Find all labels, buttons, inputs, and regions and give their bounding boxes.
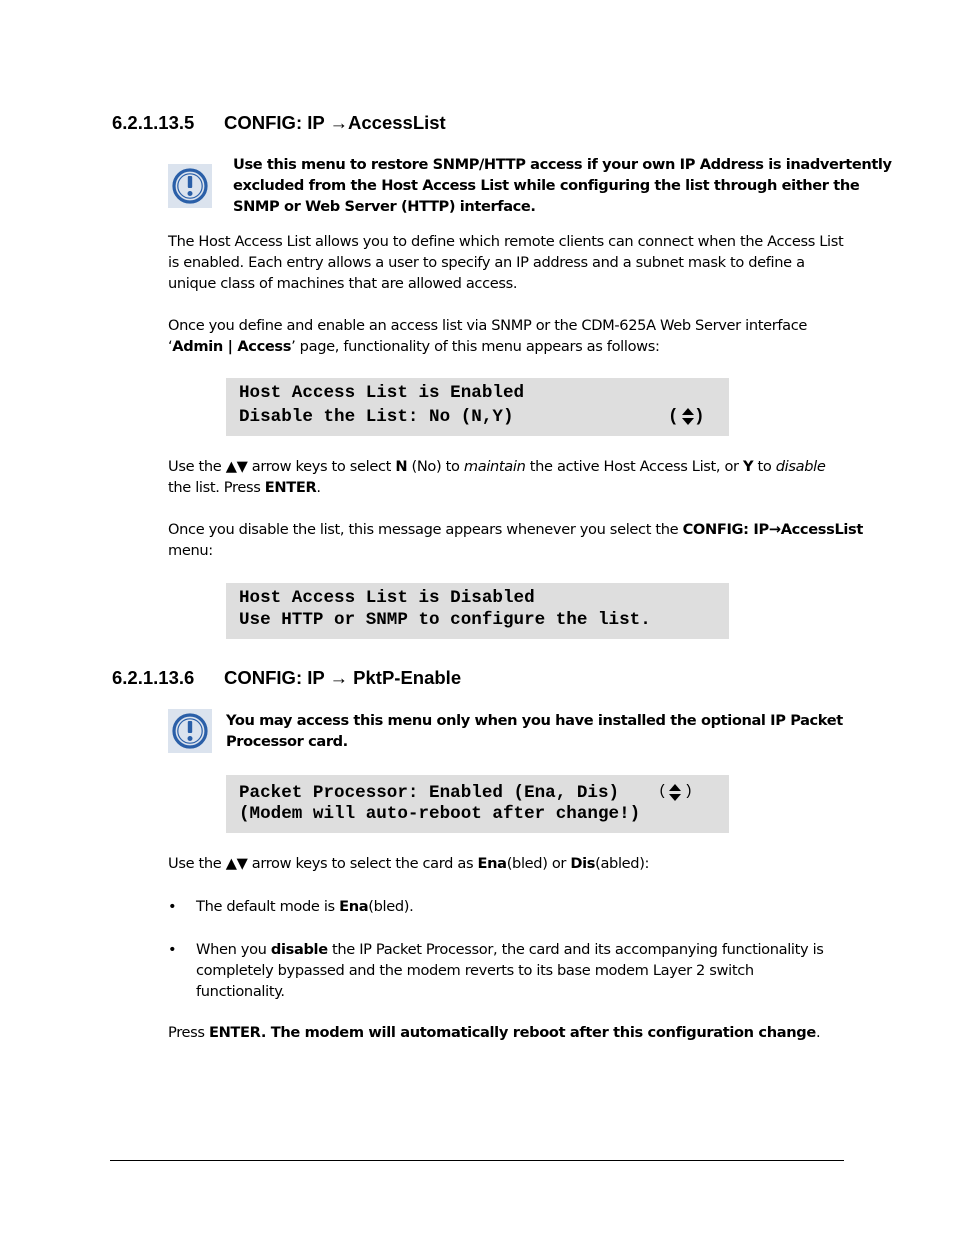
up-down-arrow-icon <box>681 407 695 427</box>
text-span: The default mode is <box>196 898 340 915</box>
text-span: ‘ <box>168 338 173 355</box>
text-italic: maintain <box>463 458 526 475</box>
text-line <box>196 939 836 960</box>
bullet-marker: • <box>168 898 177 915</box>
bullet-text <box>196 939 836 1002</box>
lcd-paren: ( <box>668 407 679 427</box>
lcd-row: Use HTTP or SNMP to configure the list. <box>239 610 651 630</box>
option-ena: Ena <box>477 855 507 872</box>
text-span: the IP Packet Processor, the card and its accompanying functionality is <box>327 941 824 958</box>
lcd-row: Host Access List is Disabled <box>239 588 535 608</box>
section-number: 6.2.1.13.5 <box>112 112 195 133</box>
text-span: the list. Press <box>168 479 265 496</box>
section-heading-accesslist <box>112 112 446 134</box>
text-line: unique class of machines that are allowed access. <box>168 275 518 292</box>
notice-icon <box>168 709 212 753</box>
option-ena: Ena <box>339 898 369 915</box>
key-y: Y <box>743 458 754 475</box>
lcd-paren: ) <box>684 783 694 800</box>
lcd-row: Host Access List is Enabled <box>239 383 525 403</box>
text-bold: disable <box>270 941 328 958</box>
notice-line: excluded from the Host Access List while configuring the list through either the <box>233 177 860 194</box>
text-line: completely bypassed and the modem reverts to its base modem Layer 2 switch <box>196 962 754 979</box>
lcd-arrow-group <box>684 783 693 800</box>
key-n: N <box>395 458 408 475</box>
paragraph-disable-message <box>168 519 863 561</box>
text-line <box>168 853 649 874</box>
lcd-row: (Modem will auto-reboot after change!) <box>239 804 641 824</box>
bullet-marker: • <box>168 941 177 958</box>
lcd-display-enabled <box>226 378 729 436</box>
text-span: Once you disable the list, this message appears whenever you select the <box>168 521 683 538</box>
paragraph-host-access <box>168 231 843 294</box>
lcd-arrow-group <box>694 407 705 427</box>
lcd-paren: ) <box>694 407 705 427</box>
text-line: The Host Access List allows you to define which remote clients can connect when the Access List <box>168 233 844 250</box>
text-span: Use the ▲▼ arrow keys to select the card as <box>168 855 478 872</box>
lcd-row: Disable the List: No (N,Y) <box>239 407 514 427</box>
lcd-arrow-group <box>668 407 679 427</box>
notice-line: Use this menu to restore SNMP/HTTP access if your own IP Address is inadvertently <box>233 156 892 173</box>
text-span: When you <box>196 941 271 958</box>
text-line: menu: <box>168 542 213 559</box>
text-line: functionality. <box>196 983 285 1000</box>
text-line <box>168 519 863 540</box>
text-line: Once you define and enable an access list via SNMP or the CDM-625A Web Server interface <box>168 317 808 334</box>
notice-text <box>226 710 843 752</box>
section-number: 6.2.1.13.6 <box>112 667 195 688</box>
text-span: (bled) or <box>506 855 571 872</box>
section-title: CONFIG: IP → PktP-Enable <box>224 667 462 688</box>
text-line <box>168 336 807 357</box>
notice-line: You may access this menu only when you have installed the optional IP Packet <box>226 712 843 729</box>
paragraph-define-enable <box>168 315 807 357</box>
notice-line: Processor card. <box>226 733 348 750</box>
text-line <box>168 477 825 498</box>
up-down-arrow-icon <box>668 783 682 803</box>
text-span: . <box>815 1024 821 1041</box>
notice-line: SNMP or Web Server (HTTP) interface. <box>233 198 536 215</box>
lcd-display-packet-processor <box>226 775 729 833</box>
text-span: Press <box>168 1024 209 1041</box>
section-heading-pktp-enable <box>112 667 461 689</box>
lcd-paren: ( <box>658 783 668 800</box>
text-line: is enabled. Each entry allows a user to specify an IP address and a subnet mask to define a <box>168 254 805 271</box>
text-span: . <box>316 479 321 496</box>
text-bold: ENTER. The modem will automatically reboot after this configuration change <box>208 1024 816 1041</box>
paragraph-select-card <box>168 853 649 874</box>
text-span: (No) to <box>407 458 464 475</box>
option-dis: Dis <box>570 855 596 872</box>
ui-path-admin-access: Admin | Access <box>172 338 292 355</box>
section-title: CONFIG: IP →AccessList <box>224 112 446 133</box>
paragraph-arrow-keys <box>168 456 825 498</box>
lcd-arrow-group <box>658 783 667 800</box>
notice-icon <box>168 164 212 208</box>
text-span: (abled): <box>595 855 650 872</box>
text-span: Use the ▲▼ arrow keys to select <box>168 458 396 475</box>
text-span: the active Host Access List, or <box>525 458 743 475</box>
key-enter: ENTER <box>264 479 317 496</box>
lcd-row: Packet Processor: Enabled (Ena, Dis) <box>239 783 620 803</box>
menu-path-accesslist: CONFIG: IP→AccessList <box>682 521 864 538</box>
notice-text <box>233 154 892 217</box>
paragraph-press-enter <box>168 1022 820 1043</box>
text-line <box>168 456 825 477</box>
text-line <box>168 1022 820 1043</box>
text-span: to <box>753 458 776 475</box>
bullet-text <box>196 896 836 917</box>
footer-rule <box>110 1160 844 1161</box>
text-italic: disable <box>775 458 826 475</box>
text-span: ’ page, functionality of this menu appears as follows: <box>291 338 660 355</box>
text-span: (bled). <box>368 898 414 915</box>
lcd-display-disabled <box>226 583 729 639</box>
